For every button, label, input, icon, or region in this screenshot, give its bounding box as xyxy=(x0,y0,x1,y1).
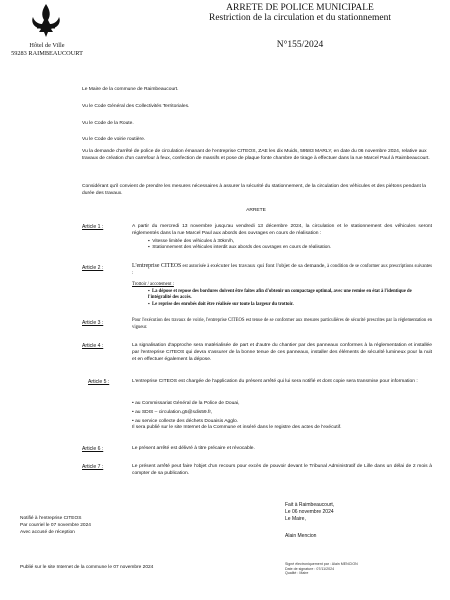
preamble-considering: Considérant qu'il convient de prendre les mesures nécessaires à assurer la sécurité du stationnement, de la circulation des véhicules et des piétons pendant la durée des travaux. xyxy=(82,184,427,196)
article-6-text: Le présent arrêté est délivré à titre précaire et révocable. xyxy=(132,446,255,451)
list-item: • au service collecte des déchets Douaisis Agglo. xyxy=(132,418,239,424)
notification-line: Notifié à l'entreprise CITEOS xyxy=(20,516,82,521)
document-title: ARRETE DE POLICE MUNICIPALE xyxy=(226,3,374,13)
list-item: • au SDIS – circulation.g5@sdis59.fr, xyxy=(132,409,213,415)
article-2-bullets xyxy=(148,289,428,308)
article-5-publication: Il sera publié sur le site Internet de la Commune et inséré dans le registre des actes de l'exécutif. xyxy=(132,425,342,431)
list-item: ▪ Le reprise des enrobés doit être réalisée sur toute la largeur du trottoir. xyxy=(148,301,294,307)
article-5-label: Article 5 : xyxy=(88,379,110,385)
notification-line: Par courriel le 07 novembre 2024 xyxy=(20,522,91,528)
article-1-label: Article 1 : xyxy=(82,224,104,230)
signature-place: Fait à Raimbeaucourt, xyxy=(285,502,335,508)
article-1-bullets xyxy=(148,238,428,251)
electronic-signature xyxy=(285,562,358,576)
preamble-voirie: Vu le Code de voirie routière. xyxy=(82,137,146,142)
notification-line: Avec accusé de réception xyxy=(20,529,75,535)
article-3-label: Article 3 : xyxy=(82,320,104,326)
esign-line: Date de signature : 07/11/2024 xyxy=(285,566,335,571)
article-7-label: Article 7 : xyxy=(82,464,104,470)
document-number: N°155/2024 xyxy=(276,40,324,50)
list-item: • au Commissariat Général de la Police de Douai, xyxy=(132,401,240,406)
article-5-text: L'entreprise CITEOS est chargée de l'application du présent arrêté qui lui sera notifié et dont copie sera transmise pour information : xyxy=(132,379,418,384)
fleur-de-lys-logo xyxy=(28,2,64,38)
list-item: ▪ La dépose et repose des bordures doivent être faites afin d'obtenir un compactage optimal, avec une remise en état à l'identique de l'intégralité des accès. xyxy=(148,289,412,301)
article-2-label: Article 2 : xyxy=(82,265,104,271)
preamble-request: Vu la demande d'arrêté de police de circulation émanant de l'entreprise CITEOS, ZAE les dix Muids, 59583 MARLY, en date du 06 novembre 2024, relative aux travaux de création d'un carrefour à feux, confection de massifs et pose de plaque fonte chambre de tirage à effectuer dans la rue Marcel Paul à Raimbeaucourt. xyxy=(82,149,430,161)
article-6-label: Article 6 : xyxy=(82,446,104,452)
article-2-company: L'entreprise CITEOS xyxy=(132,263,182,269)
document-subtitle: Restriction de la circulation et du stationnement xyxy=(208,13,392,23)
notification-block xyxy=(20,516,91,536)
esign-line: Signé électroniquement par : Alain MENCION xyxy=(285,562,358,566)
list-item: ▪ Stationnement des véhicules interdit aux abords des ouvrages en cours de réalisation. xyxy=(148,244,332,250)
signature-name: Alain Mencion xyxy=(285,533,317,539)
preamble-mayor: Le Maire de la commune de Raimbeaucourt. xyxy=(82,87,179,92)
arrete-heading: ARRETE xyxy=(246,208,266,213)
preamble-route: Vu le Code de la Route. xyxy=(82,121,134,126)
signature-date: Le 06 novembre 2024 xyxy=(285,509,334,515)
signature-role: Le Maire, xyxy=(285,516,306,522)
article-2-subheading: Trottoir / accotement : xyxy=(132,282,174,287)
publication-note: Publié sur le site Internet de la commune le 07 novembre 2024 xyxy=(20,565,154,570)
article-1-text: A partir du mercredi 13 novembre jusqu'au vendredi 13 décembre 2024, la circulation et le stationnement des véhicules seront réglementés dans la rue Marcel Paul aux abords des ouvrages en cours de réalisation : xyxy=(132,224,432,236)
article-4-label: Article 4 : xyxy=(82,343,104,349)
preamble-cgct: Vu le Code Général des Collectivités Territoriales. xyxy=(82,104,190,109)
signature-block xyxy=(285,502,334,540)
article-7-text: Le présent arrêté peut faire l'objet d'un recours pour excès de pouvoir devant le Tribunal Administratif de Lille dans un délai de 2 mois à compter de sa publication. xyxy=(132,464,432,476)
town-hall-line: Hôtel de Ville xyxy=(29,42,65,49)
esign-line: Qualité : Maire xyxy=(285,571,309,576)
article-4-text: La signalisation d'approche sera matérialisée de part et d'autre du chantier par des panneaux conformes à la réglementation et installée par l'entreprise CITEOS qui devra s'assurer de la bonne tenue de ces panneaux, installer des éléments de sécurité lumineux pour la nuit et en effectuer également la dépose. xyxy=(132,343,432,362)
town-hall-address xyxy=(2,42,92,58)
article-3-text: Pour l'exécution des travaux de voirie, l'entreprise CITEOS est tenue de se conformer aux mesures particulières de sécurité prescrites par la réglementation en vigueur. xyxy=(132,318,432,330)
article-2-text: L'entreprise CITEOS est autorisée à exécuter les travaux qui font l'objet de sa demande, à condition de se conformer aux prescriptions suivantes : xyxy=(132,263,432,276)
town-postal-line: 59283 RAIMBEAUCOURT xyxy=(11,50,83,57)
article-5-recipients xyxy=(132,401,432,432)
list-item: ▪ Vitesse limitée des véhicules à 30km/h, xyxy=(148,238,235,243)
